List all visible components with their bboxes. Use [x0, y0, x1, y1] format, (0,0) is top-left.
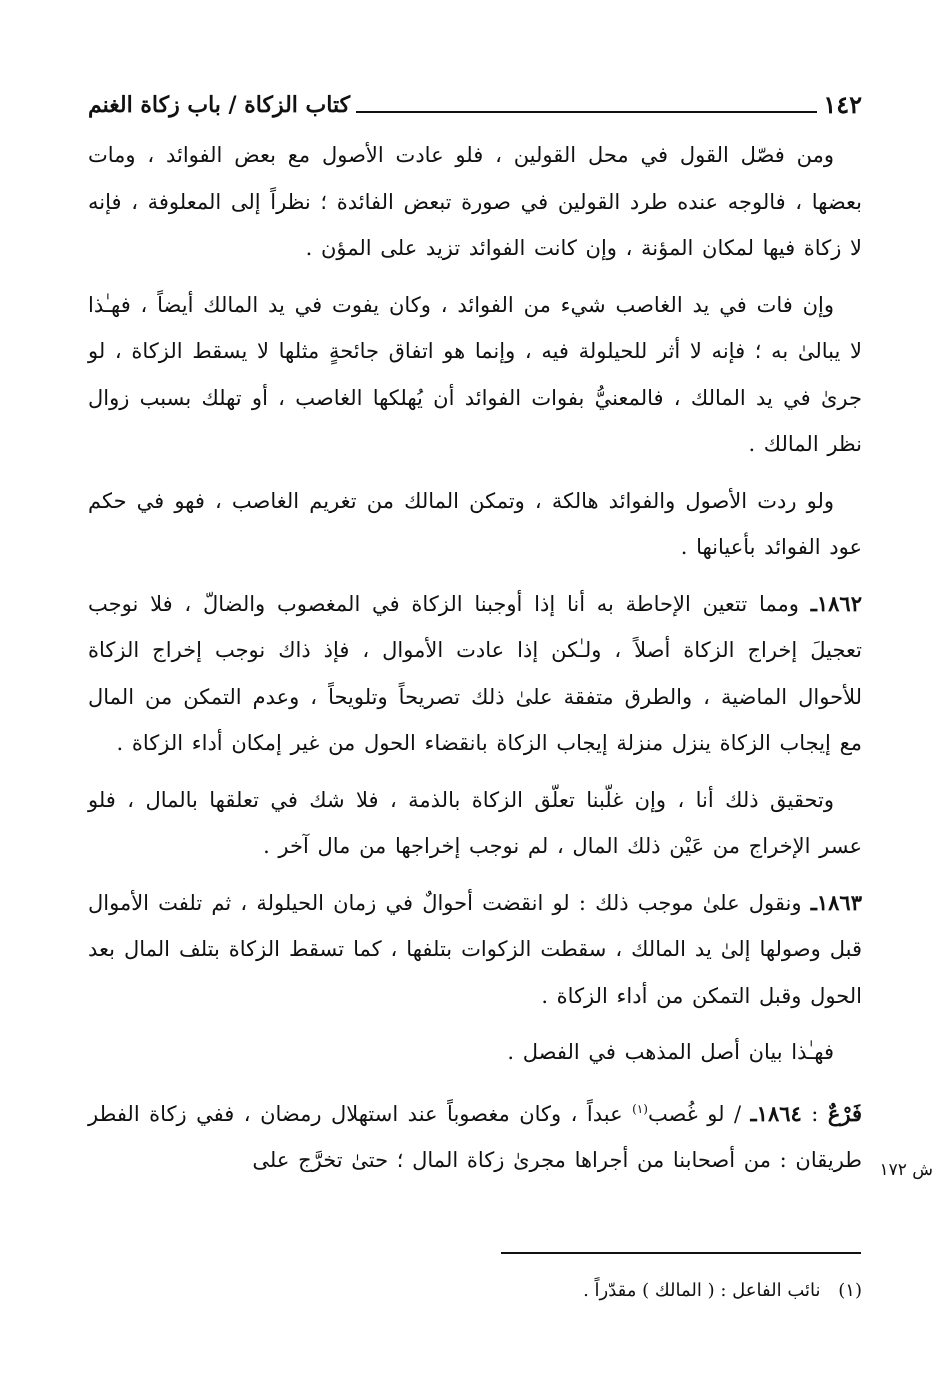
paragraph: وإن فات في يد الغاصب شيء من الفوائد ، وكان يفوت في يد المالك أيضاً ، فهـٰذا لا يبالىٰ به ؛ فإنه لا أثر للحيلولة فيه ، وإنما هو اتفاق جائحةٍ مثلها لا يسقط الزكاة ، لو جرىٰ في يد المالك ، فالمعنيُّ بفوات الفوائد أن يُهلكها الغاصب ، أو تهلك بسبب زوال نظر المالك .	[88, 292, 862, 456]
running-title: كتاب الزكاة / باب زكاة الغنم	[88, 92, 351, 118]
page-number: ١٤٢	[823, 90, 862, 119]
branch-paragraph	[88, 1086, 862, 1184]
paragraph-text: / لو غُصب	[647, 1101, 751, 1126]
numbered-paragraph	[88, 581, 862, 767]
section-number: ١٨٦٢ـ	[810, 590, 862, 616]
paragraph: ومن فصّل القول في محل القولين ، فلو عادت الأصول مع بعض الفوائد ، ومات بعضها ، فالوجه عنده طرد القولين في صورة تبعض الفائدة ؛ نظراً إلى المعلوفة ، فإنه لا زكاة فيها لمكان المؤنة ، وإن كانت الفوائد تزيد على المؤن .	[88, 143, 862, 260]
paragraph: ولو ردت الأصول والفوائد هالكة ، وتمكن المالك من تغريم الغاصب ، فهو في حكم عود الفوائد بأعيانها .	[88, 488, 862, 559]
body-text	[88, 132, 862, 1194]
footnote	[200, 1276, 862, 1306]
paragraph: وتحقيق ذلك أنا ، وإن غلّبنا تعلّق الزكاة بالذمة ، فلا شك في تعلقها بالمال ، فلو عسر الإخراج من عَيْن ذلك المال ، لم نوجب إخراجها من مال آخر .	[88, 787, 862, 858]
paragraph-text: ومما تتعين الإحاطة به أنا إذا أوجبنا الزكاة في المغصوب والضالّ ، فلا نوجب تعجيلَ إخراج الزكاة أصلاً ، ولـٰكن إذا عادت الأموال ، فإذ ذاك نوجب إخراج الزكاة للأحوال الماضية ، والطرق متفقة علىٰ ذلك تصريحاً وتلويحاً ، وعدم التمكن من المال مع إيجاب الزكاة ينزل منزلة إيجاب الزكاة بانقضاء الحول من غير إمكان أداء الزكاة .	[88, 591, 862, 755]
footnote-reference: (١)	[632, 1101, 648, 1116]
paragraph: فهـٰذا بيان أصل المذهب في الفصل .	[507, 1040, 834, 1064]
branch-label: فَرْعٌ	[827, 1100, 862, 1126]
paragraph-text: عبداً ، وكان مغصوباً عند استهلال رمضان ، ففي زكاة الفطر طريقان : من أصحابنا من أجراها مجرىٰ زكاة المال ؛ حتىٰ تخرَّج على	[88, 1101, 862, 1172]
numbered-paragraph	[88, 880, 862, 1020]
paragraph-text: ونقول علىٰ موجب ذلك : لو انقضت أحوالٌ في زمان الحيلولة ، ثم تلفت الأموال قبل وصولها إلىٰ يد المالك ، سقطت الزكوات بتلفها ، كما تسقط الزكاة بتلف المال بعد الحول وقبل التمكن من أداء الزكاة .	[88, 890, 862, 1008]
section-number: ١٨٦٤ـ	[750, 1100, 802, 1126]
header-rule	[356, 111, 817, 113]
footnote-divider	[501, 1252, 861, 1254]
separator: :	[801, 1101, 828, 1126]
section-number: ١٨٦٣ـ	[810, 889, 862, 915]
page-header	[88, 80, 862, 120]
footnote-text: نائب الفاعل : ( المالك ) مقدّراً .	[583, 1280, 821, 1301]
footnote-number: (١)	[838, 1280, 862, 1301]
margin-note: ش ١٧٢	[879, 1160, 933, 1180]
